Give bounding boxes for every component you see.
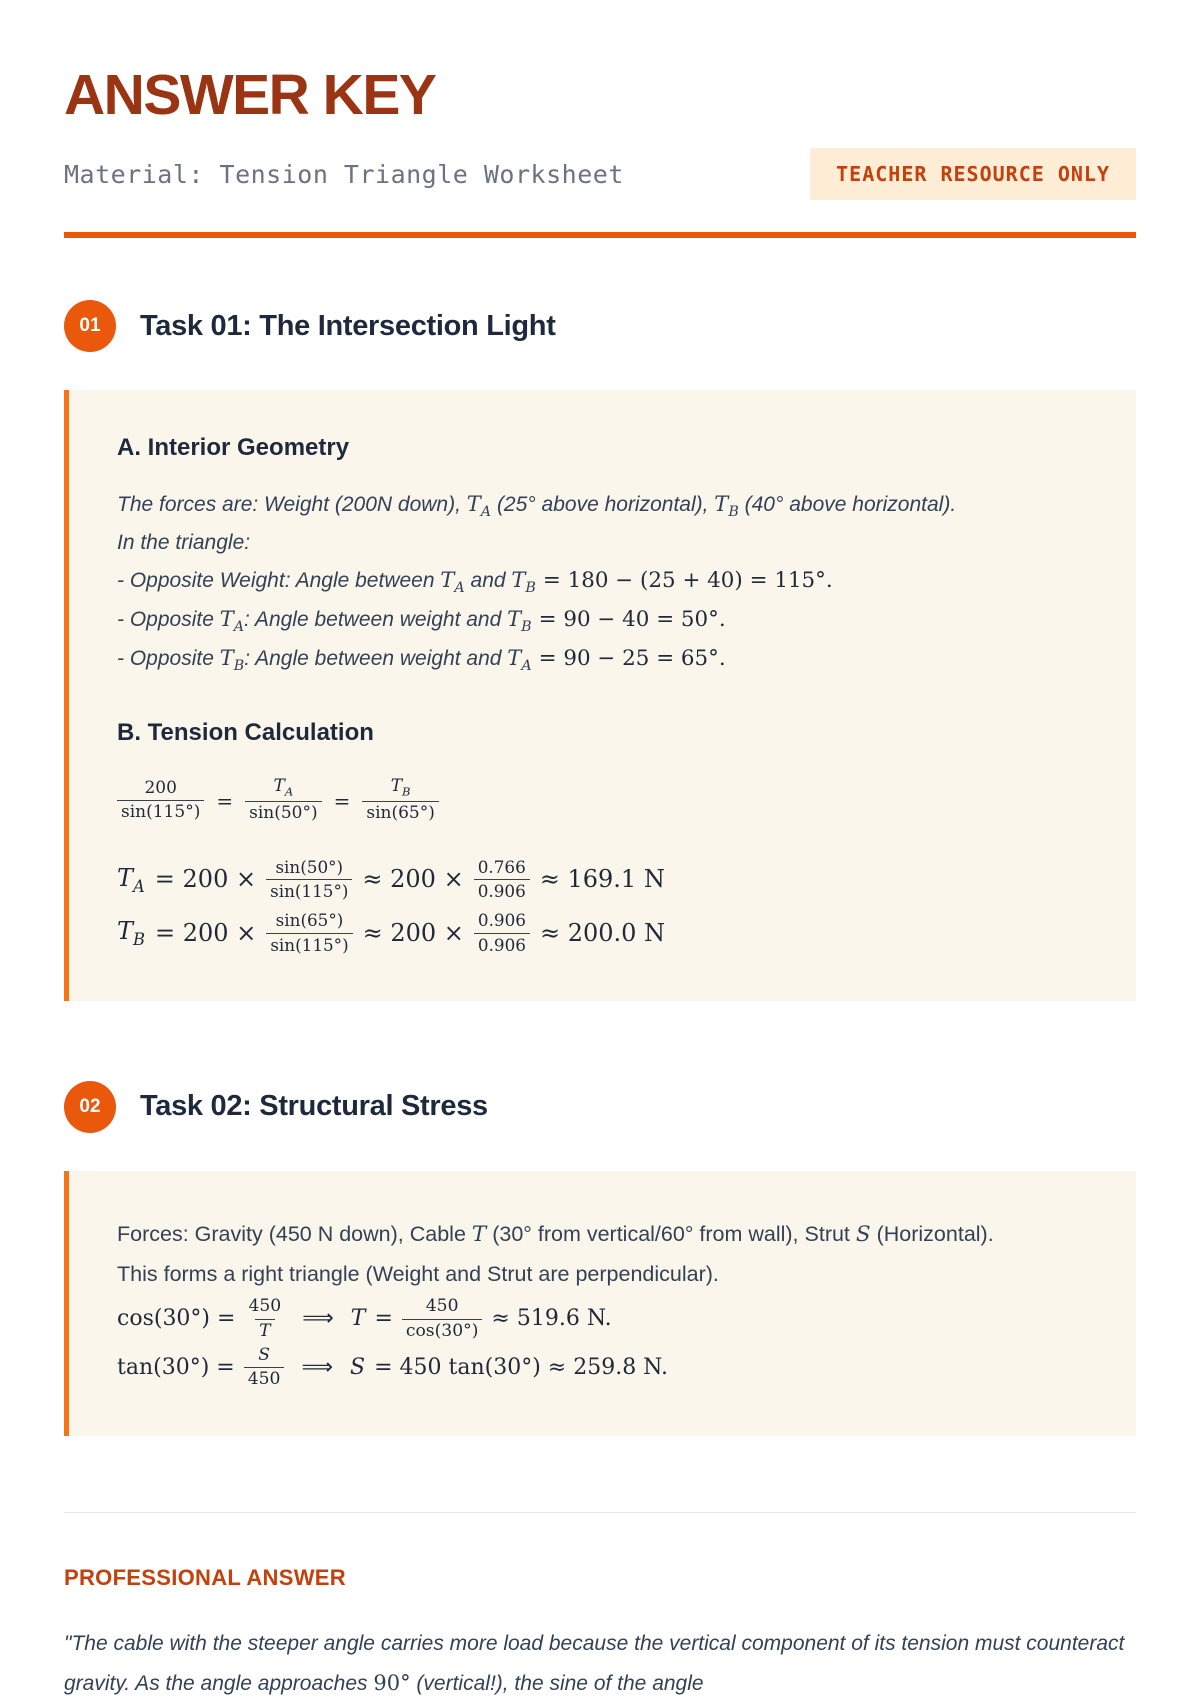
text-fragment: (25° above horizontal), — [491, 493, 715, 516]
cable-t-symbol: T — [471, 1221, 487, 1247]
text-fragment: (40° above horizontal). — [738, 493, 957, 516]
forces-paragraph-2 — [117, 1215, 1088, 1255]
tension-b-symbol: $T_B$ — [511, 567, 536, 597]
text-fragment: - Opposite — [117, 647, 220, 671]
operator-text: = 200 × — [155, 919, 257, 948]
section-divider — [64, 1512, 1136, 1513]
task-02-header — [64, 1081, 1136, 1133]
header-row — [64, 148, 1136, 200]
task-02-section — [64, 1081, 1136, 1436]
tension-a-symbol: $T_A$ — [219, 607, 245, 636]
page-title: ANSWER KEY — [64, 63, 436, 127]
text-fragment: Forces: Gravity (450 N down), Cable — [117, 1221, 472, 1246]
tension-b-equation — [117, 911, 1088, 955]
professional-answer-quote — [64, 1625, 1136, 1704]
text-fragment: and — [464, 568, 512, 592]
implies-arrow: ⟹ — [301, 1354, 334, 1380]
text-fragment: The forces are: Weight (200N down), — [117, 493, 467, 516]
tension-a-symbol: $T_A$ — [117, 863, 145, 896]
cable-tension-equation — [117, 1297, 1088, 1341]
task-02-title: Task 02: Structural Stress — [140, 1090, 488, 1123]
text-fragment: (Horizontal). — [870, 1221, 994, 1246]
result-value: ≈ 169.1 N — [539, 865, 665, 894]
operator-text: ≈ 200 × — [362, 865, 464, 894]
tension-b-symbol: $T_B$ — [714, 492, 739, 521]
implies-arrow: ⟹ — [302, 1306, 334, 1332]
equals-sign: = — [216, 788, 234, 813]
result-value: ≈ 519.6 N. — [491, 1306, 612, 1332]
fraction-sines: $\frac{\sin(65^\circ)}{\sin(115^\circ)}$ — [266, 911, 352, 955]
angle-math: = 90 − 40 = 50°. — [538, 607, 726, 633]
text-fragment: "The cable with the steeper angle carries more load because the vertical component of its tension must counteract gravity. As the angle approaches — [64, 1632, 1125, 1696]
header-rule — [64, 232, 1136, 238]
ninety-degrees-math: 90° — [373, 1671, 411, 1696]
fraction-weight: $\frac{200}{\sin(115^\circ)}$ — [117, 779, 204, 823]
result-value: ≈ 200.0 N — [539, 919, 666, 948]
task-01-section — [64, 300, 1136, 1001]
tension-a-symbol: $T_A$ — [466, 492, 492, 521]
section-a-heading: A. Interior Geometry — [117, 434, 350, 461]
task-01-title: Task 01: The Intersection Light — [140, 309, 556, 342]
fraction-decimals: $\frac{0.906}{0.906}$ — [474, 911, 530, 955]
tension-a-symbol: $T_A$ — [440, 567, 465, 597]
text-fragment: : Angle between weight and — [244, 608, 508, 632]
tan-expression: tan(30°) = — [117, 1354, 235, 1380]
equals-sign: = — [333, 788, 351, 813]
bullet-opposite-weight — [117, 562, 1088, 601]
section-b-heading: B. Tension Calculation — [117, 719, 374, 747]
task-02-number-badge: 02 — [64, 1081, 116, 1133]
task-01-number-badge: 01 — [64, 300, 116, 352]
operator-text: = 200 × — [154, 865, 257, 894]
fraction-s-over-450: $\frac{S}{450}$ — [244, 1346, 285, 1390]
bullet-opposite-ta — [117, 601, 1088, 640]
tension-a-equation — [117, 858, 1088, 902]
strut-s-symbol: S — [350, 1354, 366, 1380]
fraction-tb: $\frac{T_B}{\sin(65^\circ)}$ — [362, 777, 439, 823]
forces-paragraph — [117, 486, 1088, 525]
task-01-answer-box — [64, 390, 1136, 1001]
tension-b-symbol: $T_B$ — [117, 917, 146, 949]
angle-math: = 180 − (25 + 40) = 115°. — [542, 567, 833, 593]
angle-math: = 90 − 25 = 65°. — [538, 646, 726, 672]
operator-text: ≈ 200 × — [362, 919, 464, 948]
text-fragment: - Opposite Weight: Angle between — [117, 568, 441, 592]
header — [64, 62, 1136, 238]
task-01-header — [64, 300, 1136, 352]
triangle-intro-line: In the triangle: — [117, 531, 251, 555]
right-triangle-line: This forms a right triangle (Weight and Strut are perpendicular). — [117, 1261, 719, 1286]
professional-answer-heading: PROFESSIONAL ANSWER — [64, 1565, 346, 1591]
fraction-450-over-t: $\frac{450}{T}$ — [248, 1296, 282, 1342]
equals-sign: = — [374, 1306, 393, 1332]
fraction-ta: $\frac{T_A}{\sin(50^\circ)}$ — [245, 777, 322, 823]
text-fragment: (30° from vertical/60° from wall), Strut — [486, 1221, 856, 1246]
text-fragment: - Opposite — [117, 608, 220, 632]
fraction-450-over-cos: $\frac{450}{\cos(30^\circ)}$ — [402, 1297, 483, 1341]
strut-force-equation — [117, 1346, 1088, 1390]
text-fragment: (vertical!), the sine of the angle — [410, 1672, 704, 1696]
fraction-decimals: $\frac{0.766}{0.906}$ — [474, 858, 530, 902]
tension-b-symbol: $T_B$ — [507, 607, 532, 636]
text-fragment: : Angle between weight and — [244, 647, 508, 671]
result-value: = 450 tan(30°) ≈ 259.8 N. — [374, 1354, 669, 1380]
bullet-opposite-tb — [117, 640, 1088, 679]
law-of-sines-equation — [117, 777, 1088, 823]
cos-expression: cos(30°) = — [117, 1306, 236, 1332]
material-subtitle: Material: Tension Triangle Worksheet — [64, 159, 624, 189]
task-02-answer-box — [64, 1171, 1136, 1436]
tension-a-symbol: $T_A$ — [507, 646, 532, 675]
tension-b-symbol: $T_B$ — [219, 646, 245, 675]
strut-s-symbol: S — [855, 1221, 871, 1247]
teacher-resource-badge: TEACHER RESOURCE ONLY — [810, 148, 1136, 200]
cable-t-symbol: T — [350, 1306, 366, 1332]
fraction-sines: $\frac{\sin(50^\circ)}{\sin(115^\circ)}$ — [266, 858, 352, 902]
